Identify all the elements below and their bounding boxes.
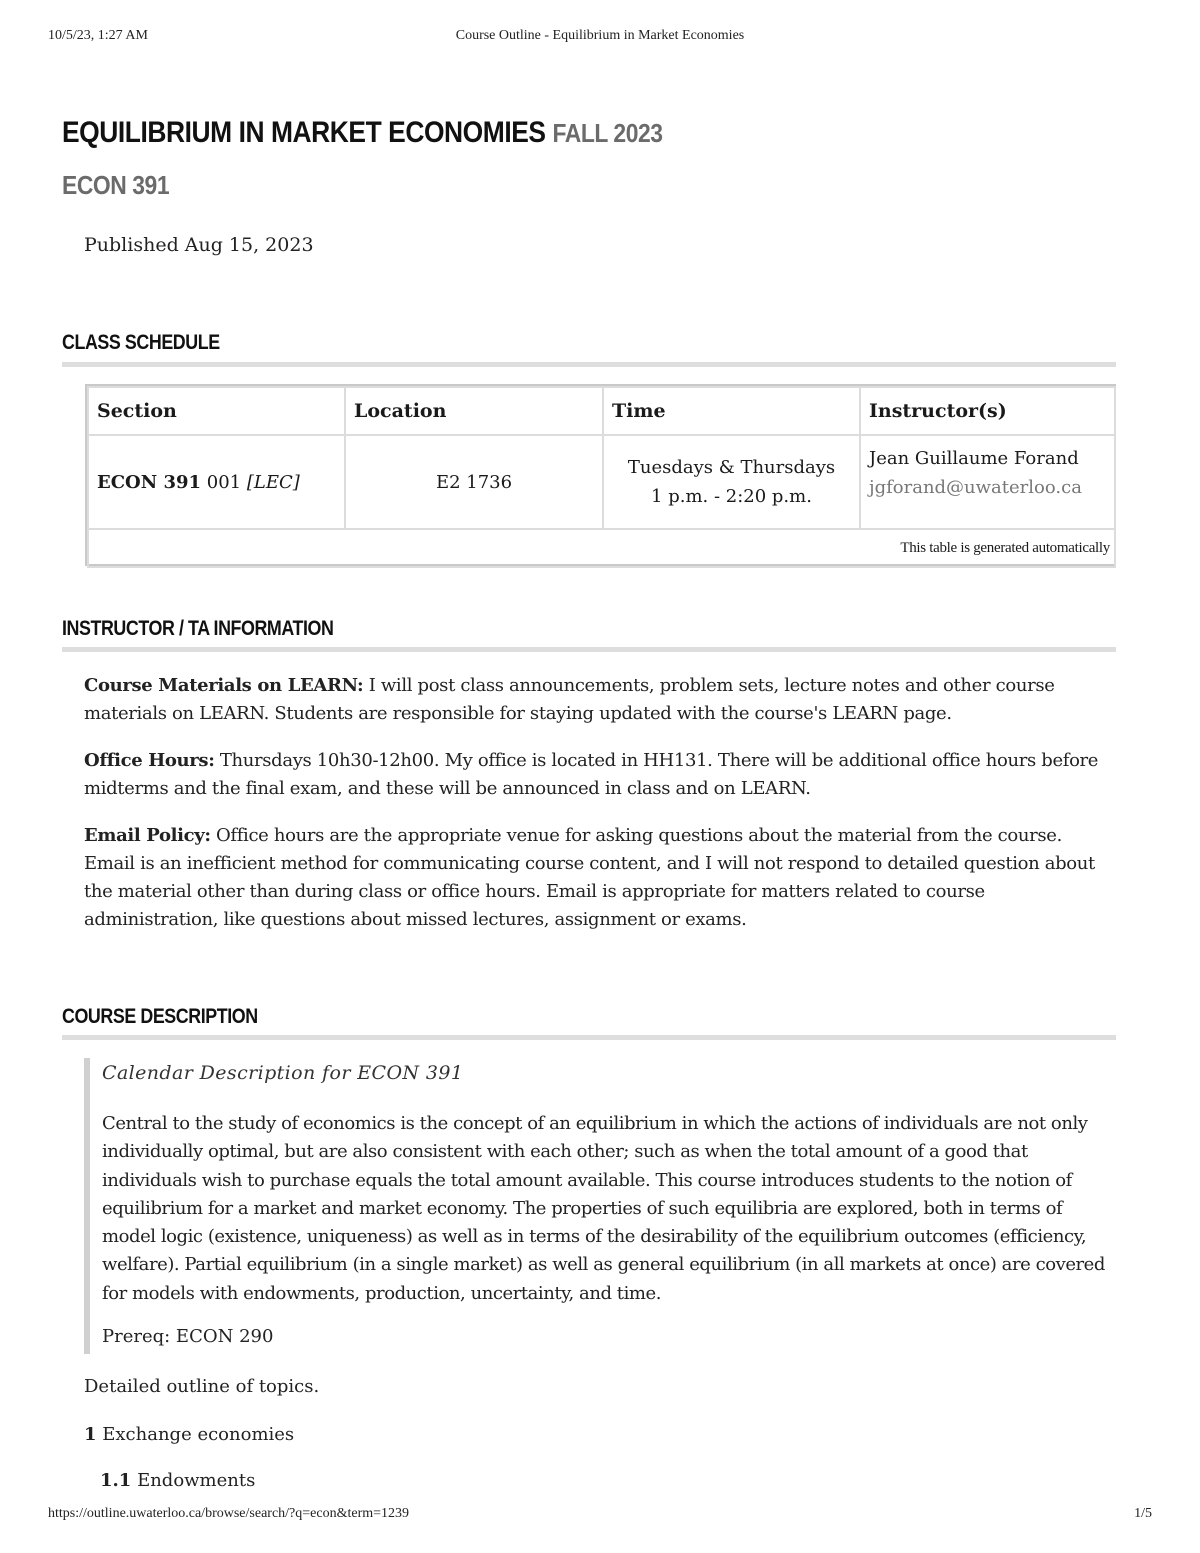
topic-label: Exchange economies <box>102 1424 295 1445</box>
email-policy-label: Email Policy: <box>84 825 211 846</box>
office-hours-label: Office Hours: <box>84 750 215 771</box>
section-type: [LEC] <box>246 471 300 493</box>
time-cell <box>603 435 860 529</box>
section-number: 001 <box>206 471 242 493</box>
print-doc-title: Course Outline - Equilibrium in Market Economies <box>455 28 745 43</box>
instructor-cell <box>860 435 1115 529</box>
print-footer <box>48 1506 1152 1526</box>
print-date: 10/5/23, 1:27 AM <box>48 28 148 43</box>
table-row <box>88 435 1115 529</box>
column-header-instructors: Instructor(s) <box>860 387 1115 435</box>
column-header-time: Time <box>603 387 860 435</box>
office-hours-paragraph <box>84 747 1114 803</box>
section-divider <box>62 362 1116 367</box>
topic-number: 1.1 <box>100 1470 132 1491</box>
course-title: EQUILIBRIUM IN MARKET ECONOMIES <box>62 116 546 149</box>
course-code: ECON 391 <box>62 170 170 200</box>
email-policy-paragraph <box>84 822 1114 934</box>
location-cell: E2 1736 <box>345 435 603 529</box>
calendar-description-block <box>84 1058 1118 1354</box>
section-divider <box>62 647 1116 652</box>
calendar-description-text: Central to the study of economics is the concept of an equilibrium in which the actions of individuals are not only individually optimal, but are also consistent with each other; such as when the total amount of a good that individuals wish to purchase equals the total amount available. This course introduces students to the notion of equilibrium for a market and market economy. The properties of such equilibria are explored, both in terms of model logic (existence, uniqueness) as well as in terms of the desirability of the equilibrium outcomes (efficiency, welfare). Partial equilibrium (in a single market) as well as general equilibrium (in all markets at once) are covered for models with endowments, production, uncertainty, and time. <box>102 1113 1105 1304</box>
topic-number: 1 <box>84 1424 97 1445</box>
course-materials-paragraph <box>84 672 1114 728</box>
print-header <box>48 28 1152 48</box>
column-header-section: Section <box>88 387 345 435</box>
course-description-heading: COURSE DESCRIPTION <box>62 1005 258 1028</box>
section-cell <box>88 435 345 529</box>
email-policy-text: Office hours are the appropriate venue for asking questions about the material from the course. Email is an inefficient method for communicating course content, and I will not respond to detailed question about the material other than during class or office hours. Email is appropriate for matters related to course administration, like questions about missed lectures, assignment or exams. <box>84 825 1095 930</box>
print-url: https://outline.uwaterloo.ca/browse/search/?q=econ&term=1239 <box>48 1506 410 1521</box>
instructor-email[interactable]: jgforand@uwaterloo.ca <box>869 477 1082 498</box>
course-term: FALL 2023 <box>552 118 663 148</box>
office-hours-text: Thursdays 10h30-12h00. My office is located in HH131. There will be additional office hours before midterms and the final exam, and these will be announced in class and on LEARN. <box>84 750 1099 799</box>
outline-topic <box>84 1424 294 1445</box>
class-schedule-table <box>85 384 1116 566</box>
time-hours: 1 p.m. - 2:20 p.m. <box>651 486 812 507</box>
instructor-info-heading: INSTRUCTOR / TA INFORMATION <box>62 617 334 640</box>
calendar-description-title: Calendar Description for ECON 391 <box>102 1062 464 1084</box>
section-code: ECON 391 <box>97 471 202 493</box>
page-title <box>62 116 663 150</box>
course-materials-label: Course Materials on LEARN: <box>84 675 364 696</box>
page-number: 1/5 <box>1134 1506 1152 1521</box>
outline-subtopic <box>100 1470 255 1491</box>
topic-label: Endowments <box>137 1470 256 1491</box>
table-header-row <box>88 387 1115 435</box>
section-divider <box>62 1035 1116 1040</box>
outline-intro: Detailed outline of topics. <box>84 1376 320 1397</box>
table-auto-note: This table is generated automatically <box>88 529 1115 567</box>
column-header-location: Location <box>345 387 603 435</box>
class-schedule-heading: CLASS SCHEDULE <box>62 331 220 354</box>
table-footer-row <box>88 529 1115 567</box>
course-materials-text: I will post class announcements, problem sets, lecture notes and other course materials on LEARN. Students are responsible for staying updated with the course's LEARN page. <box>84 675 1055 724</box>
prerequisite: Prereq: ECON 290 <box>102 1326 274 1347</box>
instructor-name: Jean Guillaume Forand <box>869 448 1079 469</box>
published-date: Published Aug 15, 2023 <box>84 234 314 256</box>
time-days: Tuesdays & Thursdays <box>627 457 836 478</box>
